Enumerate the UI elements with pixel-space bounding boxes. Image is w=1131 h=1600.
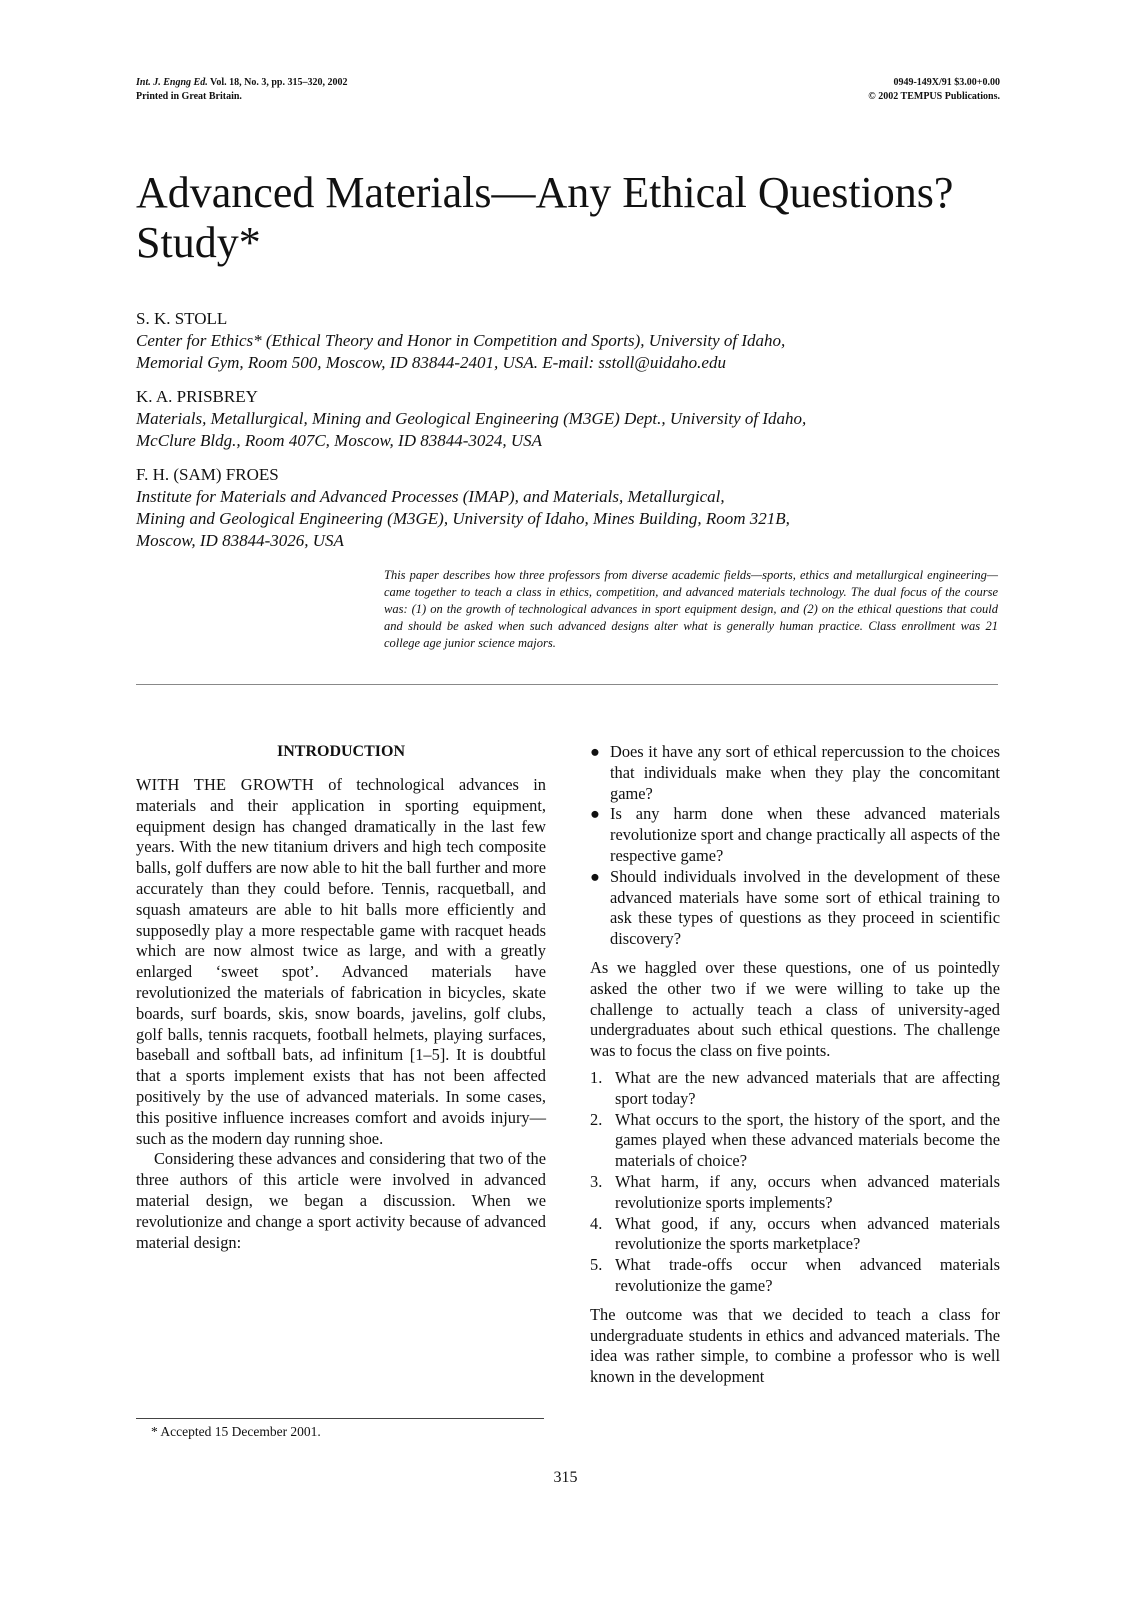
list-text: What trade-offs occur when advanced materials revolutionize the game?	[615, 1255, 1000, 1295]
left-column	[136, 742, 546, 1253]
bullet-icon: ●	[590, 742, 600, 761]
author-name: F. H. (SAM) FROES	[136, 465, 279, 484]
list-number: 4.	[590, 1213, 603, 1233]
bullet-text: Does it have any sort of ethical repercussion to the choices that individuals make when they play the concomitant game?	[610, 742, 1000, 803]
list-number: 1.	[590, 1067, 603, 1087]
author-affiliation: Materials, Metallurgical, Mining and Geological Engineering (M3GE) Dept., University of Idaho, McClure Bldg., Room 407C, Moscow, ID 83844-3024, USA	[136, 409, 807, 450]
bullet-icon: ●	[590, 804, 600, 824]
list-item	[590, 1172, 1000, 1214]
footnote-divider	[136, 1418, 544, 1419]
author-affiliation: Institute for Materials and Advanced Processes (IMAP), and Materials, Metallurgical, Mining and Geological Engineering (M3GE), University of Idaho, Mines Building, Room 321B, Moscow, ID 83844-3026, USA	[136, 487, 790, 550]
journal-header-right	[868, 76, 1000, 104]
author-affiliation: Center for Ethics* (Ethical Theory and Honor in Competition and Sports), University of Idaho, Memorial Gym, Room 500, Moscow, ID 83844-2401, USA. E-mail: sstoll@uidaho.edu	[136, 331, 786, 372]
list-text: What are the new advanced materials that are affecting sport today?	[615, 1067, 1000, 1108]
list-item	[590, 1068, 1000, 1110]
question-bullets	[590, 742, 1000, 950]
intro-paragraph	[136, 775, 546, 1149]
abstract: This paper describes how three professors from diverse academic fields—sports, ethics and metallurgical engineering—came together to teach a class in ethics, competition, and advanced materials technology. The dual focus of the course was: (1) on the growth of technological advances in sport equipment design, and (2) on the ethical questions that could and should be asked when such advanced designs alter what is generally human practice. Class enrollment was 21 college age junior science majors.	[384, 568, 998, 650]
journal-name: Int. J. Engng Ed.	[136, 77, 208, 88]
list-text: What occurs to the sport, the history of the sport, and the games played when these advanced materials become the materials of choice?	[615, 1109, 1000, 1171]
list-text: What harm, if any, occurs when advanced materials revolutionize sports implements?	[615, 1171, 1000, 1212]
author-name: S. K. STOLL	[136, 309, 228, 328]
right-column	[590, 742, 1000, 1388]
five-points-list	[590, 1068, 1000, 1297]
author-name: K. A. PRISBREY	[136, 387, 258, 406]
list-number: 5.	[590, 1255, 603, 1275]
page-number: 315	[553, 1469, 578, 1486]
journal-header-left	[136, 76, 347, 104]
list-item	[590, 867, 1000, 950]
intro-text: of technological advances in materials and their application in sporting equipment, equipment design has changed dramatically in the last few years. With the new titanium drivers and high tech composite balls, golf duffers are now able to hit the ball further and more accurately than they could before. Tennis, racquetball, and squash amateurs are able to hit balls more efficiently and supposedly play a more respectable game with racquet heads which are now almost twice as large, and with a greatly enlarged ‘sweet spot’. Advanced materials have revolutionized the materials of fabrication in bicycles, skate boards, surf boards, skis, snow boards, javelins, golf clubs, golf balls, tennis racquets, football helmets, playing surfaces, baseball and softball bats, ad infinitum [1–5]. It is doubtful that a sports implement exists that has not been affected positively by the use of advanced materials. In some cases, this positive influence increases comfort and avoids injury—such as the modern day running shoe.	[136, 775, 546, 1148]
list-number: 2.	[590, 1109, 603, 1129]
list-item	[590, 804, 1000, 866]
author-block	[136, 308, 996, 564]
list-item	[590, 1255, 1000, 1297]
abstract-divider	[136, 684, 998, 685]
journal-citation	[136, 76, 347, 90]
volume-info: Vol. 18, No. 3, pp. 315–320, 2002	[210, 77, 348, 88]
copyright-note: © 2002 TEMPUS Publications.	[868, 91, 1000, 102]
list-item	[590, 1214, 1000, 1256]
issn-price: 0949-149X/91 $3.00+0.00	[893, 77, 1000, 88]
body-paragraph: Considering these advances and considering that two of the three authors of this article were involved in advanced material design, we began a discussion. When we revolutionize and change a sport activity because of advanced material design:	[136, 1149, 546, 1252]
paper-title: Advanced Materials—Any Ethical Questions? Study*	[136, 168, 954, 267]
list-item	[590, 1110, 1000, 1172]
body-paragraph: The outcome was that we decided to teach a class for undergraduate students in ethics and advanced materials. The idea was rather simple, to combine a professor who is well known in the development	[590, 1304, 1000, 1387]
printed-note: Printed in Great Britain.	[136, 91, 242, 102]
lead-text: WITH THE GROWTH	[136, 775, 314, 794]
bullet-text: Is any harm done when these advanced materials revolutionize sport and change practically all aspects of the respective game?	[610, 804, 1000, 865]
bullet-icon: ●	[590, 866, 600, 886]
footnote: * Accepted 15 December 2001.	[151, 1424, 321, 1439]
section-heading: INTRODUCTION	[276, 743, 405, 760]
list-item	[590, 742, 1000, 804]
body-paragraph: As we haggled over these questions, one of us pointedly asked the other two if we were willing to take up the challenge to actually teach a class of university-aged undergraduates about such ethical questions. The challenge was to focus the class on five points.	[590, 957, 1000, 1061]
bullet-text: Should individuals involved in the development of these advanced materials have some sort of ethical training to ask these types of questions as they proceed in scientific discovery?	[610, 866, 1000, 949]
list-number: 3.	[590, 1171, 603, 1191]
list-text: What good, if any, occurs when advanced materials revolutionize the sports marketplace?	[615, 1213, 1000, 1254]
